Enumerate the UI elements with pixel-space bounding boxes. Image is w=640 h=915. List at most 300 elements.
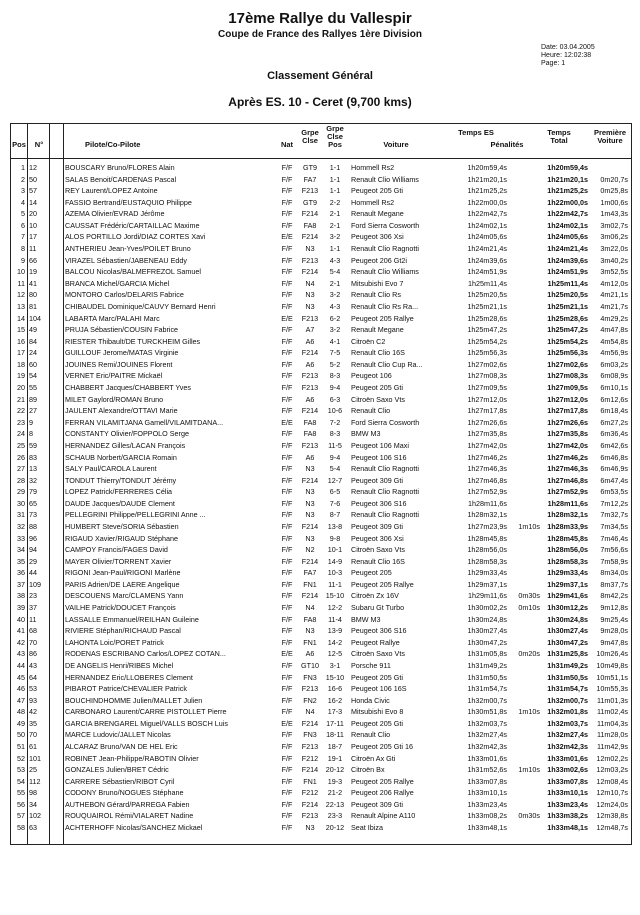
row-temps-es: 1h27m02,6s <box>467 359 507 369</box>
row-premiere: 11m04,3s <box>596 718 628 728</box>
row-premiere: 9m25,4s <box>600 614 628 624</box>
row-num: 25 <box>29 765 37 775</box>
row-nat: F/F <box>281 290 293 300</box>
row-grpe-pos: 13-9 <box>327 626 343 636</box>
row-pilote: CAUSSAT Frédéric/CARTAILLAC Maxime <box>65 220 200 230</box>
row-nat: F/F <box>281 498 293 508</box>
row-pos: 51 <box>17 742 25 751</box>
table-row <box>11 706 631 717</box>
row-nat: F/F <box>281 255 293 265</box>
table-row <box>11 313 631 324</box>
row-nat: F/F <box>281 614 293 624</box>
row-temps-es: 1h27m12,0s <box>467 394 507 404</box>
row-grpe-pos: 2-2 <box>329 197 341 207</box>
row-premiere: 9m12,8s <box>600 603 628 613</box>
row-pos: 47 <box>17 695 25 705</box>
row-temps-total: 1h30m27,4s <box>547 626 588 636</box>
row-num: 14 <box>29 197 37 207</box>
row-grpe-pos: 3-1 <box>329 660 341 670</box>
row-temps-es: 1h29m37,1s <box>467 579 507 589</box>
row-temps-total: 1h28m58,3s <box>547 556 588 566</box>
row-temps-es: 1h25m56,3s <box>467 348 507 358</box>
row-pilote: CAMPOY Francis/FAGES David <box>65 545 168 555</box>
row-grpe-pos: 17-3 <box>327 707 343 717</box>
row-grpe-pos: 3-2 <box>329 232 341 242</box>
row-voiture: Peugeot 205 Gti <box>351 672 403 682</box>
row-premiere: 12m10,7s <box>596 788 628 798</box>
row-penalites: 0m30s <box>518 591 540 601</box>
row-nat: F/F <box>281 348 293 358</box>
table-row <box>11 498 631 509</box>
row-nat: F/F <box>281 325 293 335</box>
row-pos: 34 <box>17 545 25 555</box>
row-num: 104 <box>29 313 41 323</box>
row-grpe-pos: 20-12 <box>325 823 345 833</box>
row-temps-es: 1h30m24,8s <box>467 614 507 624</box>
row-pilote: LASSALLE Emmanuel/REILHAN Guileine <box>65 614 199 624</box>
row-voiture: Citroën Zx 16V <box>351 591 399 601</box>
row-voiture: Peugeot 106 S16 <box>351 452 407 462</box>
row-premiere: 1m00,6s <box>600 197 628 207</box>
row-pos: 52 <box>17 753 25 763</box>
row-temps-total: 1h32m42,3s <box>547 742 588 751</box>
row-grpe-pos: 16-6 <box>327 684 343 694</box>
table-row <box>11 521 631 532</box>
row-voiture: Renault Clio Ragnotti <box>351 464 419 474</box>
row-grpe-pos: 21-2 <box>327 788 343 798</box>
row-pos: 5 <box>21 209 25 219</box>
row-num: 59 <box>29 440 37 450</box>
row-penalites: 1m10s <box>518 765 540 775</box>
row-premiere: 7m12,2s <box>600 498 628 508</box>
col-num: N° <box>34 140 44 149</box>
row-premiere: 6m53,5s <box>600 487 628 497</box>
row-temps-es: 1h25m28,6s <box>467 313 507 323</box>
row-pos: 55 <box>17 788 25 798</box>
row-temps-es: 1h32m03,7s <box>467 718 507 728</box>
row-temps-total: 1h24m39,6s <box>547 255 588 265</box>
row-temps-es: 1h28m11,6s <box>467 498 507 508</box>
row-temps-es: 1h28m56,0s <box>467 545 507 555</box>
row-temps-total: 1h33m02,6s <box>547 765 588 775</box>
row-voiture: Renault Clio Williams <box>351 174 419 184</box>
row-temps-es: 1h24m05,6s <box>467 232 507 242</box>
row-voiture: Renault Clio <box>351 406 391 416</box>
table-row <box>11 324 631 335</box>
row-pos: 4 <box>21 197 25 207</box>
row-nat: F/F <box>281 730 293 740</box>
row-pos: 38 <box>17 591 25 601</box>
row-grpe-pos: 9-4 <box>329 383 341 393</box>
row-nat: F/F <box>281 684 293 694</box>
table-row <box>11 718 631 729</box>
row-voiture: Peugeot 106 Maxi <box>351 440 409 450</box>
row-num: 10 <box>29 220 37 230</box>
row-voiture: Renault Clio Ragnotti <box>351 510 419 520</box>
row-grpe: F213 <box>301 440 319 450</box>
row-grpe: N4 <box>305 278 315 288</box>
row-grpe: N3 <box>305 510 315 520</box>
row-temps-total: 1h27m26,6s <box>547 417 588 427</box>
row-temps-total: 1h30m12,2s <box>547 603 588 613</box>
row-voiture: Citroën C2 <box>351 336 386 346</box>
row-nat: F/F <box>281 278 293 288</box>
row-grpe: FN2 <box>303 695 317 705</box>
row-premiere: 6m46,9s <box>600 464 628 474</box>
row-temps-total: 1h28m33,9s <box>547 521 588 531</box>
row-voiture: Porsche 911 <box>351 660 391 670</box>
row-num: 17 <box>29 232 37 242</box>
table-row <box>11 660 631 671</box>
row-pilote: FERRAN VILAMITJANA Gamell/VILAMITDANA... <box>65 417 224 427</box>
row-pos: 56 <box>17 799 25 809</box>
row-voiture: Peugeot 306 Xsi <box>351 533 404 543</box>
row-num: 102 <box>29 811 41 821</box>
table-row <box>11 544 631 555</box>
row-nat: F/F <box>281 660 293 670</box>
row-num: 12 <box>29 163 37 172</box>
row-grpe-pos: 18-11 <box>326 730 344 740</box>
row-nat: E/E <box>281 718 293 728</box>
row-premiere: 7m32,7s <box>600 510 628 520</box>
row-nat: F/F <box>281 301 293 311</box>
row-temps-total: 1h28m45,8s <box>547 533 588 543</box>
row-voiture: Peugeot 205 Rallye <box>351 313 414 323</box>
row-temps-total: 1h24m51,9s <box>547 267 588 277</box>
row-grpe-pos: 16-2 <box>327 695 343 705</box>
row-voiture: Peugeot 205 Gti 16 <box>351 742 413 751</box>
row-grpe-pos: 4-1 <box>329 336 341 346</box>
row-nat: F/F <box>281 695 293 705</box>
row-pilote: AZEMA Olivier/EVRAD Jérôme <box>65 209 165 219</box>
row-nat: F/F <box>281 521 293 531</box>
row-grpe: A7 <box>305 325 315 335</box>
rally-subtitle: Coupe de France des Rallyes 1ère Division <box>218 29 422 40</box>
row-premiere: 0m25,8s <box>600 186 628 196</box>
row-nat: F/F <box>281 429 293 439</box>
row-temps-es: 1h31m52,6s <box>467 765 507 775</box>
row-num: 37 <box>29 603 37 613</box>
row-temps-total: 1h27m52,9s <box>547 487 588 497</box>
col-pos: Pos <box>12 140 26 149</box>
row-pilote: PIBAROT Patrice/CHEVALIER Patrick <box>65 684 187 694</box>
row-num: 88 <box>29 521 37 531</box>
row-voiture: Citroën Bx <box>351 765 385 775</box>
row-grpe: F214 <box>301 765 319 775</box>
row-num: 23 <box>29 591 37 601</box>
row-temps-total: 1h29m37,1s <box>547 579 588 589</box>
row-temps-es: 1h22m42,7s <box>467 209 507 219</box>
row-pos: 22 <box>17 406 25 416</box>
row-penalites: 1m10s <box>518 521 540 531</box>
row-temps-total: 1h31m49,2s <box>547 660 588 670</box>
row-grpe: FN3 <box>303 730 317 740</box>
row-num: 109 <box>29 579 41 589</box>
row-temps-es: 1h28m45,8s <box>467 533 507 543</box>
row-num: 60 <box>29 359 37 369</box>
row-nat: F/F <box>281 823 293 833</box>
row-temps-es: 1h21m20,1s <box>467 174 507 184</box>
row-temps-total: 1h27m46,3s <box>547 464 588 474</box>
row-temps-es: 1h31m05,8s <box>467 649 507 659</box>
row-temps-total: 1h33m10,1s <box>547 788 588 798</box>
row-grpe: N3 <box>305 626 315 636</box>
row-grpe: F214 <box>301 475 319 485</box>
row-voiture: Mitsubishi Evo 7 <box>351 278 404 288</box>
row-premiere: 11m01,3s <box>596 695 628 705</box>
row-voiture: Renault Clio Ragnotti <box>351 244 419 254</box>
row-pos: 13 <box>17 301 25 311</box>
row-temps-total: 1h27m12,0s <box>547 394 588 404</box>
row-premiere: 12m48,7s <box>596 823 628 833</box>
row-nat: F/F <box>281 359 293 369</box>
row-pilote: GARCIA BRENGAREL Miguel/VALLS BOSCH Luis <box>65 718 228 728</box>
row-temps-total: 1h28m56,0s <box>547 545 588 555</box>
table-row <box>11 394 631 405</box>
row-voiture: Renault Clio Cup Ra... <box>351 359 423 369</box>
row-temps-es: 1h28m32,1s <box>467 510 507 520</box>
row-nat: E/E <box>281 417 293 427</box>
row-voiture: BMW M3 <box>351 614 381 624</box>
row-temps-total: 1h27m17,8s <box>547 406 588 416</box>
row-pos: 32 <box>17 521 25 531</box>
row-voiture: Seat Ibiza <box>351 823 383 833</box>
row-premiere: 3m40,2s <box>600 255 628 265</box>
row-nat: F/F <box>281 603 293 613</box>
row-temps-total: 1h28m32,1s <box>547 510 588 520</box>
row-nat: F/F <box>281 475 293 485</box>
row-grpe: N2 <box>305 545 315 555</box>
row-pilote: MONTORO Carlos/DELARIS Fabrice <box>65 290 184 300</box>
row-grpe-pos: 11-4 <box>328 614 342 624</box>
row-pos: 42 <box>17 637 25 647</box>
row-pos: 16 <box>17 336 25 346</box>
row-grpe: FN1 <box>303 579 317 589</box>
row-nat: F/F <box>281 811 293 821</box>
row-premiere: 11m02,4s <box>596 707 628 717</box>
row-num: 79 <box>29 487 37 497</box>
row-pilote: REY Laurent/LOPEZ Antoine <box>65 186 158 196</box>
row-voiture: Peugeot 106 <box>351 371 392 381</box>
row-temps-es: 1h28m58,3s <box>467 556 507 566</box>
row-voiture: Mitsubishi Evo 8 <box>351 707 404 717</box>
row-premiere: 9m47,8s <box>600 637 628 647</box>
row-premiere: 12m24,0s <box>596 799 628 809</box>
row-temps-es: 1h24m39,6s <box>467 255 507 265</box>
table-row <box>11 475 631 486</box>
row-grpe-pos: 18-7 <box>327 742 343 751</box>
row-grpe: F213 <box>301 186 319 196</box>
row-temps-total: 1h32m00,7s <box>547 695 588 705</box>
row-pos: 9 <box>21 255 25 265</box>
row-pilote: PARIS Adrien/DE LAERE Angelique <box>65 579 180 589</box>
col-premiere: Première Voiture <box>593 128 627 145</box>
row-grpe-pos: 2-1 <box>329 220 341 230</box>
table-row <box>11 822 631 833</box>
row-premiere: 3m22,0s <box>600 244 628 254</box>
table-row <box>11 440 631 451</box>
row-voiture: Subaru Gt Turbo <box>351 603 405 613</box>
row-voiture: Renault Alpine A110 <box>351 811 416 821</box>
row-pos: 19 <box>17 371 25 381</box>
row-grpe: F214 <box>301 718 319 728</box>
table-row <box>11 602 631 613</box>
row-pos: 31 <box>17 510 25 520</box>
row-premiere: 3m52,5s <box>600 267 628 277</box>
row-voiture: Hommell Rs2 <box>351 163 395 172</box>
row-num: 11 <box>29 614 37 624</box>
row-num: 61 <box>29 742 37 751</box>
row-pilote: SCHAUB Norbert/GARCIA Romain <box>65 452 177 462</box>
row-num: 34 <box>29 799 37 809</box>
table-row <box>11 787 631 798</box>
table-row <box>11 567 631 578</box>
row-grpe-pos: 10-3 <box>327 568 343 578</box>
row-grpe: A6 <box>305 452 315 462</box>
row-pos: 7 <box>21 232 25 242</box>
row-premiere: 7m56,6s <box>600 545 628 555</box>
table-row <box>11 729 631 740</box>
row-voiture: Renault Clio <box>351 730 391 740</box>
row-temps-total: 1h25m11,4s <box>547 278 588 288</box>
row-pos: 45 <box>17 672 25 682</box>
table-row <box>11 405 631 416</box>
row-pilote: SALAS Benoit/CARDENAS Pascal <box>65 174 177 184</box>
row-grpe: F214 <box>301 348 319 358</box>
row-pos: 58 <box>17 823 25 833</box>
row-premiere: 6m46,8s <box>600 452 628 462</box>
row-voiture: Citroën Ax Gti <box>351 753 396 763</box>
row-pos: 8 <box>21 244 25 254</box>
row-grpe-pos: 1-1 <box>329 174 341 184</box>
table-row <box>11 590 631 601</box>
row-grpe-pos: 14-2 <box>327 637 343 647</box>
row-grpe: FA8 <box>303 429 317 439</box>
row-temps-es: 1h31m50,5s <box>467 672 507 682</box>
row-temps-total: 1h21m25,2s <box>547 186 588 196</box>
row-grpe: N3 <box>305 244 315 254</box>
row-nat: F/F <box>281 336 293 346</box>
row-num: 11 <box>29 244 37 254</box>
row-num: 19 <box>29 267 37 277</box>
row-num: 41 <box>29 278 37 288</box>
row-pos: 11 <box>17 278 25 288</box>
row-pilote: PELLEGRINI Philippe/PELLEGRINI Anne ... <box>65 510 206 520</box>
row-pos: 1 <box>21 163 25 172</box>
row-grpe: F213 <box>301 811 319 821</box>
table-header <box>11 124 631 158</box>
row-nat: F/F <box>281 267 293 277</box>
row-temps-total: 1h21m20,1s <box>547 174 588 184</box>
row-pilote: JOUINES Remi/JOUINES Florent <box>65 359 173 369</box>
table-row <box>11 301 631 312</box>
row-pilote: RIGAUD Xavier/RIGAUD Stéphane <box>65 533 179 543</box>
row-pos: 6 <box>21 220 25 230</box>
row-num: 89 <box>29 394 37 404</box>
row-pos: 54 <box>17 776 25 786</box>
row-voiture: Peugeot 106 16S <box>351 684 407 694</box>
row-temps-total: 1h20m59,4s <box>547 163 588 172</box>
row-num: 54 <box>29 371 37 381</box>
row-nat: E/E <box>281 313 293 323</box>
row-pilote: ROBINET Jean-Philippe/RABOTIN Olivier <box>65 753 199 763</box>
row-grpe-pos: 8-7 <box>329 510 341 520</box>
row-grpe: F214 <box>301 267 319 277</box>
row-temps-es: 1h32m27,4s <box>467 730 507 740</box>
row-num: 70 <box>29 730 37 740</box>
row-voiture: Renault Megane <box>351 209 404 219</box>
row-temps-es: 1h27m52,9s <box>467 487 507 497</box>
row-voiture: Peugeot 205 Gti <box>351 186 403 196</box>
row-grpe: F214 <box>301 556 319 566</box>
table-row <box>11 533 631 544</box>
table-row <box>11 336 631 347</box>
row-temps-total: 1h31m25,8s <box>547 649 588 659</box>
row-premiere: 7m46,4s <box>600 533 628 543</box>
row-grpe: FA7 <box>303 174 317 184</box>
row-pilote: RIESTER Thibault/DE TURCKHEIM Gilles <box>65 336 201 346</box>
table-row <box>11 810 631 821</box>
table-row <box>11 278 631 289</box>
row-temps-total: 1h22m42,7s <box>547 209 588 219</box>
row-pilote: HERNANDEZ Eric/LLOBERES Clement <box>65 672 193 682</box>
table-row <box>11 428 631 439</box>
row-pilote: VIRAZEL Sébastien/JABENEAU Eddy <box>65 255 187 265</box>
table-row <box>11 486 631 497</box>
row-temps-total: 1h24m02,1s <box>547 220 588 230</box>
row-grpe-pos: 13-8 <box>327 521 343 531</box>
row-temps-es: 1h29m33,4s <box>467 568 507 578</box>
col-voiture: Voiture <box>383 140 409 149</box>
row-grpe: N3 <box>305 301 315 311</box>
row-penalites: 1m10s <box>518 707 540 717</box>
row-temps-es: 1h24m21,4s <box>467 244 507 254</box>
row-num: 73 <box>29 510 37 520</box>
table-row <box>11 672 631 683</box>
row-num: 32 <box>29 475 37 485</box>
row-nat: F/F <box>281 591 293 601</box>
row-grpe-pos: 3-2 <box>329 290 341 300</box>
row-temps-es: 1h27m26,6s <box>467 417 507 427</box>
row-premiere: 4m56,9s <box>600 348 628 358</box>
row-premiere: 12m08,4s <box>596 776 628 786</box>
row-pilote: TONDUT Thierry/TONDUT Jérémy <box>65 475 177 485</box>
row-pos: 41 <box>17 626 25 636</box>
row-pos: 43 <box>17 649 25 659</box>
row-penalites: 0m30s <box>518 811 540 821</box>
row-temps-es: 1h33m23,4s <box>467 799 507 809</box>
row-temps-es: 1h27m23,9s <box>467 521 507 531</box>
row-penalites: 0m20s <box>518 649 540 659</box>
row-pos: 3 <box>21 186 25 196</box>
classement-title: Classement Général <box>267 70 373 82</box>
row-num: 101 <box>29 753 41 763</box>
row-temps-es: 1h25m20,5s <box>467 290 507 300</box>
row-grpe-pos: 6-3 <box>329 394 341 404</box>
table-row <box>11 637 631 648</box>
row-premiere: 6m42,6s <box>600 440 628 450</box>
row-temps-total: 1h28m11,6s <box>547 498 588 508</box>
row-num: 20 <box>29 209 37 219</box>
row-pos: 12 <box>17 290 25 300</box>
row-nat: F/F <box>281 452 293 462</box>
row-temps-es: 1h22m00,0s <box>467 197 507 207</box>
row-grpe-pos: 3-2 <box>329 325 341 335</box>
row-nat: F/F <box>281 510 293 520</box>
row-premiere: 10m55,3s <box>596 684 628 694</box>
row-temps-es: 1h31m49,2s <box>467 660 507 670</box>
row-voiture: Peugeot 306 S16 <box>351 626 407 636</box>
